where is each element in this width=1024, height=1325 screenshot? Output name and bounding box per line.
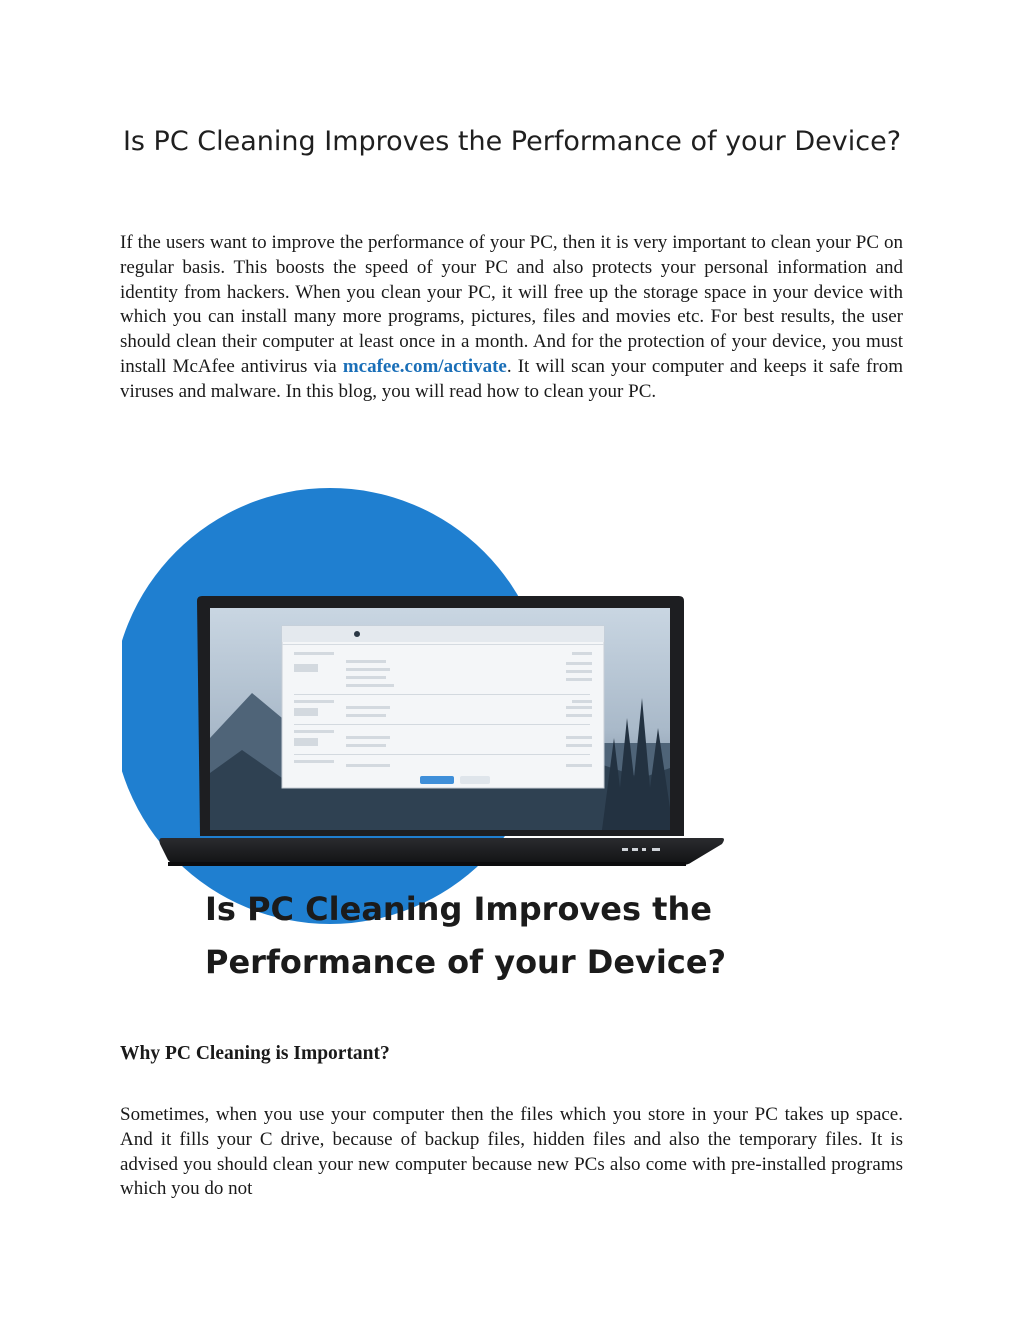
intro-text-before: If the users want to improve the performance of your PC, then it is very important to clean your PC on regular basis. This boosts the speed of your PC and also protects your personal information and identity from hackers. When you clean your PC, it will free up the storage space in your device with which you can install many more programs, pictures, files and movies etc. For best results, the user should clean their computer at least once in a month. And for the protection of your device, you must install McAfee antivirus via <box>120 232 903 377</box>
app-logo-icon <box>354 631 360 637</box>
laptop-base <box>159 838 724 865</box>
intro-text-after: . It will scan your computer and keeps it safe from viruses and malware. In this blog, you will read how to clean your PC. <box>120 355 903 402</box>
laptop-base-edge <box>168 862 686 866</box>
app-button-secondary <box>460 776 490 784</box>
page-title: Is PC Cleaning Improves the Performance of your Device? <box>122 126 902 157</box>
app-window <box>282 626 604 788</box>
section-heading: Why PC Cleaning is Important? <box>120 1043 390 1064</box>
article-illustration <box>122 488 848 1023</box>
mcafee-activate-link[interactable]: mcafee.com/activate <box>342 355 507 377</box>
section-paragraph: Sometimes, when you use your computer then the files which you store in your PC takes up space. And it fills your C drive, because of backup files, hidden files and also the temporary files. It is advised you should clean your new computer because new PCs also come with pre-installed programs which you do not <box>120 1104 903 1200</box>
intro-paragraph <box>120 231 903 405</box>
app-button-primary <box>420 776 454 784</box>
app-titlebar <box>282 626 604 642</box>
illustration-caption: Is PC Cleaning Improves the Performance of your Device? <box>205 890 727 981</box>
